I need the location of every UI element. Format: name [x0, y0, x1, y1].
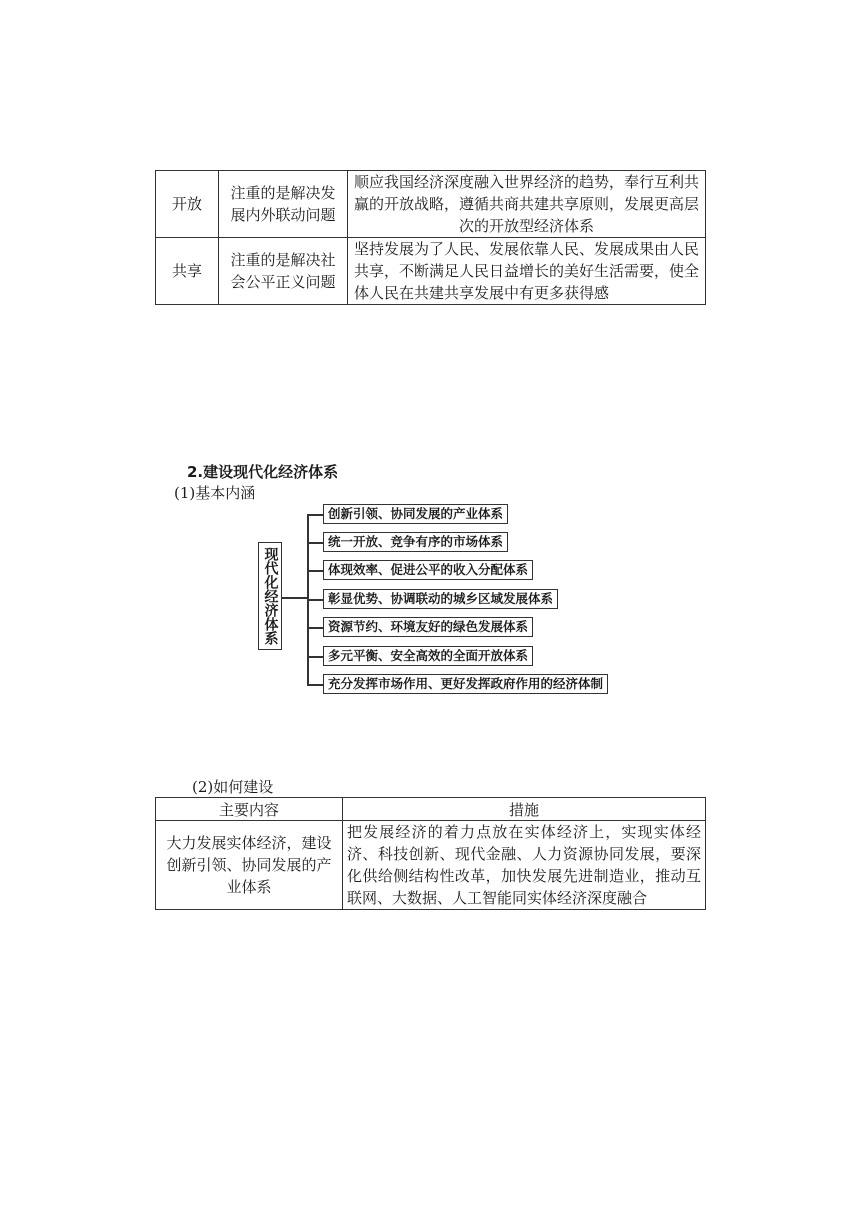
mindmap-leaf: 多元平衡、安全高效的全面开放体系 [323, 646, 533, 666]
branch-line [307, 656, 323, 658]
measure-cell: 把发展经济的着力点放在实体经济上，实现实体经济、科技创新、现代金融、人力资源协同发展，要深化供给侧结构性改革，加快发展先进制造业，推动互联网、大数据、人工智能同实体经济深度融合 [343, 821, 706, 910]
concept-cell: 共享 [156, 238, 219, 305]
mindmap-root: 现代化经济体系 [258, 542, 282, 650]
connector-line [282, 597, 308, 599]
column-header: 措施 [343, 798, 706, 821]
mindmap-leaf: 彰显优势、协调联动的城乡区域发展体系 [323, 589, 558, 609]
subsection-basic-meaning: (1)基本内涵 [174, 484, 256, 502]
content-cell: 顺应我国经济深度融入世界经济的趋势，奉行互利共赢的开放战略，遵循共商共建共享原则，发展更高层次的开放型经济体系 [348, 171, 706, 238]
section-title: 2.建设现代化经济体系 [187, 463, 339, 481]
table-row [156, 821, 706, 910]
construction-measures-table [155, 797, 706, 910]
focus-text: 注重的是解决社会公平正义问题 [230, 251, 336, 291]
mindmap-leaf: 体现效率、促进公平的收入分配体系 [323, 560, 533, 580]
mindmap-leaf: 统一开放、竞争有序的市场体系 [323, 532, 508, 552]
branch-line [307, 570, 323, 572]
column-header: 主要内容 [156, 798, 343, 821]
mindmap-leaf: 充分发挥市场作用、更好发挥政府作用的经济体制 [323, 674, 608, 694]
focus-cell [219, 171, 348, 238]
development-concepts-table [155, 170, 706, 305]
mindmap-leaf: 创新引领、协同发展的产业体系 [323, 504, 508, 524]
branch-line [307, 514, 323, 516]
table-header-row [156, 798, 706, 821]
focus-text: 注重的是解决发展内外联动问题 [230, 184, 336, 224]
branch-line [307, 599, 323, 601]
branch-line [307, 627, 323, 629]
content-cell: 坚持发展为了人民、发展依靠人民、发展成果由人民共享，不断满足人民日益增长的美好生活需要，使全体人民在共建共享发展中有更多获得感 [348, 238, 706, 305]
concept-cell: 开放 [156, 171, 219, 238]
content-cell: 大力发展实体经济，建设创新引领、协同发展的产业体系 [156, 821, 343, 910]
branch-line [307, 684, 323, 686]
focus-cell [219, 238, 348, 305]
branch-line [307, 542, 323, 544]
table-row [156, 238, 706, 305]
mindmap-leaf: 资源节约、环境友好的绿色发展体系 [323, 617, 533, 637]
table-row [156, 171, 706, 238]
subsection-how-to-build: (2)如何建设 [192, 778, 274, 796]
